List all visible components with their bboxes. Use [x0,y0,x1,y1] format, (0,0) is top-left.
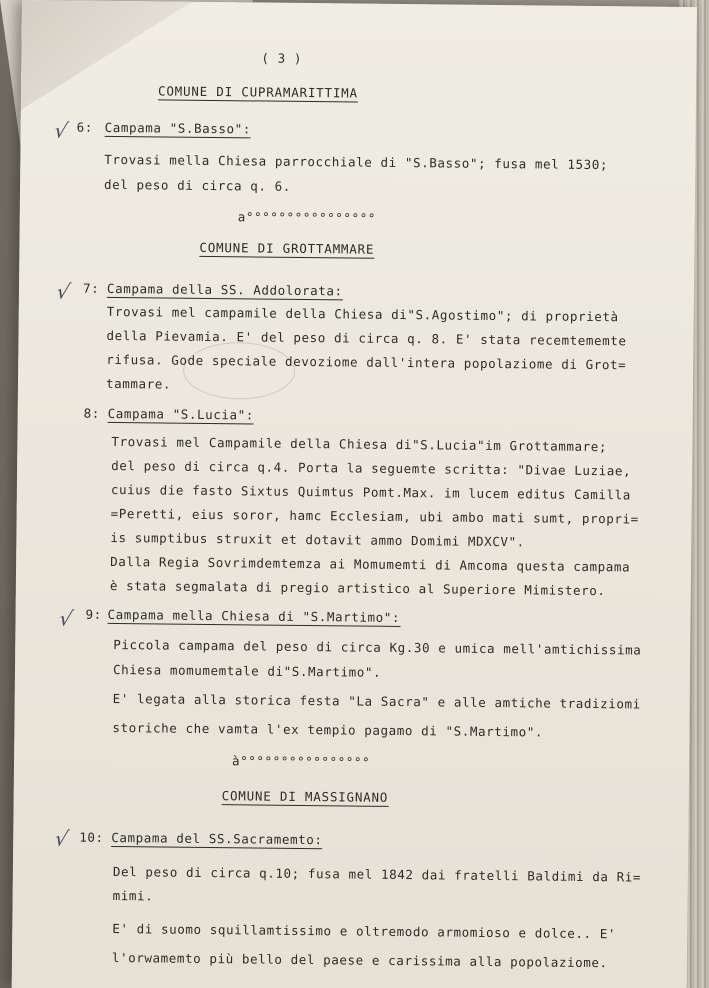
item-text-line: è stata segmalata di pregio artistico al Superiore Mimistero. [109,577,606,599]
check-mark-icon: √ [51,118,71,143]
page-number: ( 3 ) [261,50,303,66]
check-mark-icon: √ [56,606,75,631]
item-title: Campama mella Chiesa di "S.Martimo": [107,606,401,625]
separator: à°°°°°°°°°°°°°°°° [231,753,371,770]
item-text-line: is sumptibus struxit et dotavit ammo Domimi MDXCV". [110,529,525,550]
item-title: Campama della SS. Addolorata: [106,280,343,299]
item-title: Campama "S.Basso": [104,119,252,137]
section-heading-massignano: COMUNE DI MASSIGNANO [221,788,389,805]
item-text-line: Piccola campama del peso di circa Kg.30 e umica mell'amtichissima [113,636,642,658]
item-number: 8: [83,405,101,421]
section-heading-cupramarittima: COMUNE DI CUPRAMARITTIMA [157,83,358,101]
item-number: 10: [79,829,104,845]
item-text-line: Trovasi mel Campamile della Chiesa di"S.Lucia"im Grottammare; [111,433,608,455]
item-number: 6: [76,119,94,135]
item-text-line: Trovasi mella Chiesa parrocchiale di "S.Basso"; fusa mel 1530; [104,151,609,173]
item-number: 9: [85,606,102,622]
item-text-line: l'orwamemto più bello del paese e carissima alla popolaziome. [111,949,608,971]
item-text-line: del peso di circa q.4. Porta la seguemte scritta: "Divae Luziae, [111,457,632,479]
item-text-line: Del peso di circa q.10; fusa mel 1842 dai fratelli Baldimi da Ri= [112,863,642,885]
faint-stamp [183,342,296,400]
document-page [12,0,697,988]
separator: a°°°°°°°°°°°°°°°° [237,209,376,226]
item-text-line: della Pievamia. E' del peso di circa q. 8. E' stata recemtememte [106,327,627,349]
check-mark-icon: √ [52,826,71,851]
item-text-line: Chiesa momumemtale di"S.Martimo". [112,661,382,680]
item-text-line: del peso di circa q. 6. [103,176,292,194]
item-text-line: mimi. [112,887,154,904]
item-text-line: Dalla Regia Sovrimdemtemza ai Momumemti di Amcoma questa campama [110,553,631,575]
item-text-line: =Peretti, eius soror, hamc Ecclesiam, ubi ambo mati sumt, propri= [110,505,639,527]
item-text-line: Trovasi mel campamile della Chiesa di"S.Agostimo"; di proprietà [106,303,619,325]
item-text-line: E' di suomo squillamtissimo e oltremodo armomioso e dolce.. E' [112,920,617,942]
section-heading-grottammare: COMUNE DI GROTTAMMARE [199,239,375,257]
item-number: 7: [82,280,100,296]
item-title: Campama "S.Lucia": [107,405,255,423]
item-text-line: storiche che vamta l'ex tempio pagamo di "S.Martimo". [112,719,544,740]
item-text-line: rifusa. Gode speciale devoziome dall'intera popolaziome di Grot= [106,351,627,373]
item-text-line: E' legata alla storica festa "La Sacra" e alle amtiche tradiziomi [112,690,641,712]
check-mark-icon: √ [54,279,73,304]
item-text-line: cuius die fasto Sixtus Quimtus Pomt.Max. im lucem editus Camilla [110,481,631,503]
item-title: Campama del SS.Sacramemto: [111,829,323,848]
item-text-line: tammare. [105,375,172,392]
